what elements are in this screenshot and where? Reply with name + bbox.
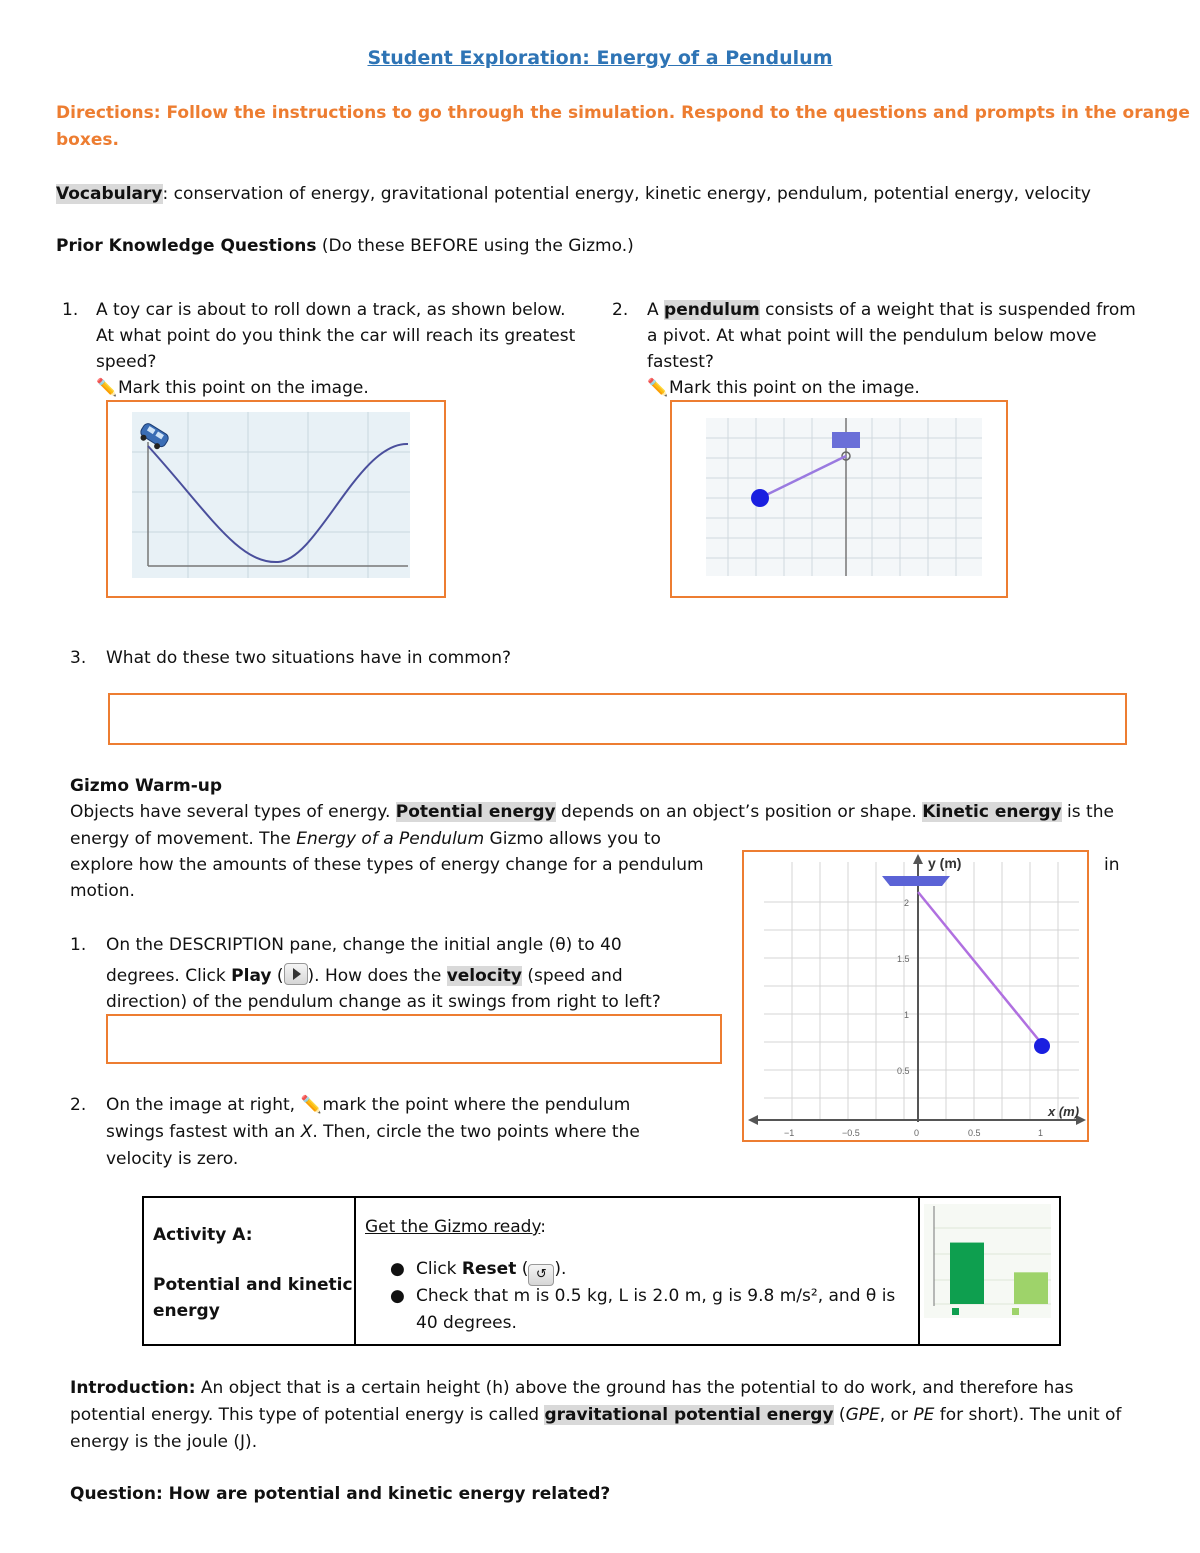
warmup-graph-box[interactable] (742, 850, 1089, 1142)
energy-bar-ke (1014, 1272, 1048, 1304)
step2-l2-end: . Then, circle the two points where the (312, 1122, 640, 1142)
graph-x-tick: 1 (1038, 1128, 1044, 1138)
play-label: Play (231, 966, 272, 986)
b2-line-1: Check that m is 0.5 kg, L is 2.0 m, g is 9.8 m/s², and θ is (416, 1286, 896, 1306)
graph-x-tick: 0 (914, 1128, 920, 1138)
b1-pre: Click (416, 1259, 462, 1279)
pendulum-image (672, 402, 1006, 596)
q1-mark-instruction (96, 375, 369, 401)
b1-open: ( (516, 1259, 529, 1279)
vocabulary-text: : conservation of energy, gravitational potential energy, kinetic energy, pendulum, potential energy, velocity (162, 184, 1091, 204)
intro-l2-end: for short). The unit of (934, 1405, 1122, 1425)
intro-line-3: energy is the joule (J). (70, 1432, 258, 1452)
q2-number: 2. (612, 300, 629, 320)
q2-term-pendulum: pendulum (664, 300, 760, 320)
activity-label-cell (143, 1197, 355, 1345)
graph-y-tick: 0.5 (897, 1066, 910, 1076)
q2-mark-instruction (647, 375, 920, 401)
step1-l2-end: (speed and (521, 966, 623, 986)
warmup-p1-pre: Objects have several types of energy. (70, 802, 396, 822)
warmup-p1-end: is the (1061, 802, 1114, 822)
graph-x-tick: −0.5 (842, 1128, 860, 1138)
q1-line-3: speed? (96, 352, 157, 372)
q1-mark-text: Mark this point on the image. (118, 378, 369, 398)
q1-number: 1. (62, 300, 79, 320)
prior-heading-label: Prior Knowledge Questions (56, 236, 317, 256)
energy-bar-pe (950, 1243, 984, 1304)
b1-close: ). (554, 1259, 567, 1279)
intro-line-1 (70, 1375, 1074, 1401)
q2-line-3: fastest? (647, 352, 714, 372)
play-icon[interactable] (284, 963, 308, 985)
directions-line-1: Directions: Follow the instructions to go through the simulation. Respond to the questions and prompts in the orange (56, 103, 1190, 123)
activity-a-table (142, 1196, 1061, 1346)
step2-line-1 (106, 1092, 630, 1118)
directions-line-2: boxes. (56, 130, 119, 150)
warmup-p2-end: Gizmo allows you to (484, 829, 661, 849)
q3-number: 3. (70, 648, 87, 668)
reset-label: Reset (461, 1259, 517, 1279)
prior-heading-note: (Do these BEFORE using the Gizmo.) (316, 236, 634, 256)
warmup-paragraph-line-3-tail: in (1104, 855, 1120, 875)
activity-instructions-cell (355, 1197, 919, 1345)
intro-l2-or: , or (879, 1405, 914, 1425)
warmup-heading: Gizmo Warm-up (70, 776, 223, 796)
step2-l1-end: mark the point where the pendulum (322, 1095, 631, 1115)
term-velocity: velocity (446, 966, 522, 986)
activity-bar-chart-cell (919, 1197, 1060, 1345)
q2-line-1 (647, 297, 1136, 323)
intro-l2-pre: potential energy. This type of potential energy is called (70, 1405, 545, 1425)
warmup-p2-pre: energy of movement. The (70, 829, 297, 849)
step1-l2-mid2: ). How does the (307, 966, 447, 986)
q2-mark-text: Mark this point on the image. (669, 378, 920, 398)
q1-line-2: At what point do you think the car will reach its greatest (96, 326, 576, 346)
bullet-icon: ● (390, 1259, 405, 1279)
term-kinetic-energy: Kinetic energy (922, 802, 1062, 822)
gizmo-name: Energy of a Pendulum (296, 829, 485, 849)
pendulum-bob (751, 489, 769, 507)
bullet-icon: ● (390, 1286, 405, 1306)
vocabulary-line (56, 181, 1091, 207)
q2-pre: A (647, 300, 665, 320)
warmup-paragraph-line-3: explore how the amounts of these types of energy change for a pendulum (70, 855, 704, 875)
step2-l2-pre: swings fastest with an (106, 1122, 301, 1142)
intro-l2-mid: ( (833, 1405, 846, 1425)
step1-l2-mid: ( (271, 966, 284, 986)
warmup-paragraph-line-2 (70, 826, 661, 852)
get-ready-colon: : (540, 1217, 547, 1237)
pencil-icon: ✏️ (300, 1095, 323, 1115)
graph-y-tick: 1 (904, 1010, 910, 1020)
step2-line-2 (106, 1119, 640, 1145)
step1-l2-pre: degrees. Click (106, 966, 232, 986)
graph-x-tick: 0.5 (968, 1128, 981, 1138)
q1-line-1: A toy car is about to roll down a track, as shown below. (96, 300, 566, 320)
graph-x-tick: −1 (784, 1128, 795, 1138)
warmup-paragraph-line-4: motion. (70, 881, 135, 901)
q1-track-image-box[interactable] (106, 400, 446, 598)
graph-y-tick: 2 (904, 898, 910, 908)
step1-line-1: On the DESCRIPTION pane, change the initial angle (θ) to 40 (106, 935, 622, 955)
prior-heading (56, 233, 634, 259)
pencil-icon: ✏️ (96, 378, 118, 398)
get-ready-heading (365, 1214, 546, 1240)
pencil-icon: ✏️ (647, 378, 669, 398)
main-question: Question: How are potential and kinetic energy related? (70, 1484, 611, 1504)
intro-line1-text: An object that is a certain height (h) above the ground has the potential to do work, and therefore has (195, 1378, 1074, 1398)
q3-text: What do these two situations have in common? (106, 648, 512, 668)
warmup-paragraph-line-1 (70, 799, 1114, 825)
pe-legend-swatch (952, 1308, 959, 1315)
activity-subtitle-line-2: energy (153, 1301, 220, 1321)
activity-bullet-2 (390, 1283, 895, 1309)
q2-line-2: a pivot. At what point will the pendulum below move (647, 326, 1097, 346)
step2-number: 2. (70, 1095, 87, 1115)
intro-label: Introduction: (70, 1378, 196, 1398)
q3-answer-box[interactable] (108, 693, 1127, 745)
graph-y-label: y (m) (928, 855, 962, 871)
gpe-abbr: GPE (845, 1405, 880, 1425)
activity-bullet-1 (390, 1256, 566, 1286)
pendulum-graph (744, 852, 1087, 1140)
term-gpe: gravitational potential energy (544, 1405, 834, 1425)
term-potential-energy: Potential energy (395, 802, 556, 822)
pe-abbr: PE (913, 1405, 935, 1425)
graph-x-label: x (m) (1048, 1104, 1080, 1119)
activity-bullet-2-cont: 40 degrees. (416, 1313, 517, 1333)
step1-number: 1. (70, 935, 87, 955)
step2-line-3: velocity is zero. (106, 1149, 239, 1169)
step1-answer-box[interactable] (106, 1014, 722, 1064)
graph-pendulum-bob (1034, 1038, 1050, 1054)
vocabulary-label: Vocabulary (56, 184, 163, 204)
track-image (108, 402, 444, 596)
activity-subtitle-line-1: Potential and kinetic (153, 1275, 353, 1295)
step1-line-2 (106, 963, 623, 989)
reset-icon[interactable]: ↺ (528, 1264, 554, 1286)
step2-x: X (300, 1122, 313, 1142)
get-ready-text: Get the Gizmo ready (365, 1217, 541, 1237)
q2-line1-rest: consists of a weight that is suspended from (759, 300, 1136, 320)
step2-l1-pre: On the image at right, (106, 1095, 301, 1115)
ke-legend-swatch (1012, 1308, 1019, 1315)
energy-bar-chart (920, 1198, 1057, 1344)
warmup-p1-mid: depends on an object’s position or shape. (555, 802, 923, 822)
intro-line-2 (70, 1402, 1121, 1428)
q2-pendulum-image-box[interactable] (670, 400, 1008, 598)
page-title: Student Exploration: Energy of a Pendulum (367, 47, 833, 69)
graph-y-tick: 1.5 (897, 954, 910, 964)
step1-line-3: direction) of the pendulum change as it swings from right to left? (106, 992, 661, 1012)
activity-label: Activity A: (153, 1225, 253, 1245)
